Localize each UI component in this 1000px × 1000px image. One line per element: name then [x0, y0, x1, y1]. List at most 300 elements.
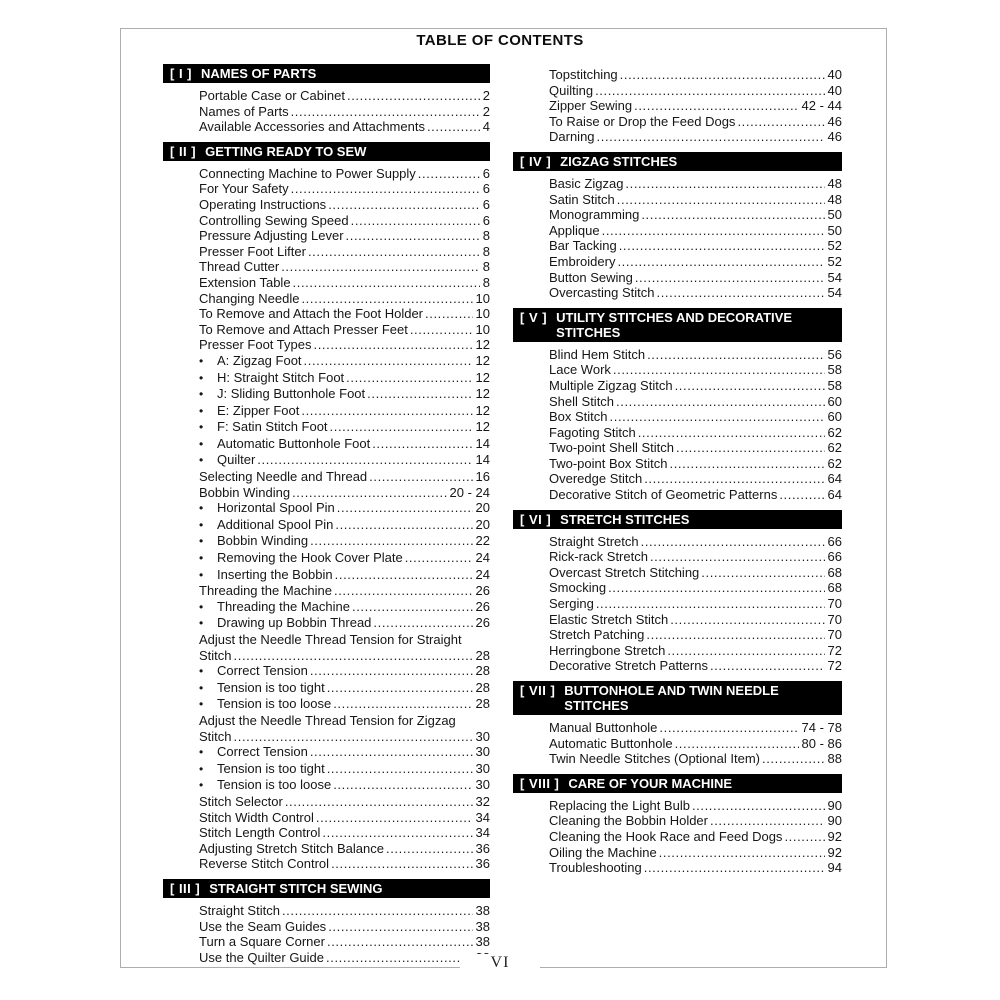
toc-entry — [513, 798, 842, 814]
toc-entry — [513, 238, 842, 254]
entry-page-number: 62 — [827, 440, 842, 456]
entry-page-number: 12 — [475, 402, 490, 418]
entry-text: Adjust the Needle Thread Tension for Straight — [199, 632, 462, 647]
leader-dots — [762, 751, 825, 767]
entry-page-number: 12 — [475, 386, 490, 402]
entry-page-number: 8 — [482, 259, 490, 275]
toc-entry — [163, 291, 490, 307]
toc-entry — [163, 810, 490, 826]
toc-entry — [163, 244, 490, 260]
entry-text: Pressure Adjusting Lever — [199, 228, 344, 244]
toc-entry — [513, 658, 842, 674]
entry-page-number: 10 — [475, 306, 490, 322]
footer-page-number: VI — [460, 954, 540, 972]
entry-page-number: 90 — [827, 797, 842, 813]
leader-dots — [347, 88, 480, 104]
leader-dots — [386, 841, 473, 857]
entry-page-number: 64 — [827, 471, 842, 487]
entry-page-number: 70 — [827, 627, 842, 643]
toc-entry — [513, 751, 842, 767]
entry-page-number: 26 — [475, 598, 490, 614]
leader-dots — [369, 469, 472, 485]
entry-text: Thread Cutter — [199, 259, 280, 275]
toc-left-column — [163, 64, 490, 972]
toc-entry — [163, 370, 490, 387]
entry-page-number: 22 — [475, 533, 490, 549]
entry-page-number: 62 — [827, 455, 842, 471]
entry-text: Correct Tension — [217, 663, 308, 679]
toc-entry — [163, 777, 490, 794]
entry-page-number: 30 — [475, 760, 490, 776]
entry-text: Tension is too tight — [217, 679, 325, 695]
toc-entry — [513, 860, 842, 876]
entry-page-number: 94 — [827, 860, 842, 876]
entry-text: Decorative Stretch Patterns — [549, 658, 708, 674]
entry-text: Stitch Length Control — [199, 825, 321, 841]
toc-entry — [163, 825, 490, 841]
leader-dots — [610, 409, 825, 425]
leader-dots — [635, 270, 825, 286]
toc-entry — [163, 903, 490, 919]
entry-page-number: 46 — [827, 113, 842, 129]
section-header-bar — [163, 142, 490, 161]
entry-page-number: 92 — [827, 844, 842, 860]
toc-entry — [163, 615, 490, 632]
bullet-icon: • — [199, 745, 204, 760]
entry-page-number: 52 — [827, 253, 842, 269]
leader-dots — [304, 353, 473, 369]
toc-entry — [513, 425, 842, 441]
entry-page-number: 2 — [482, 103, 490, 119]
toc-entry — [163, 436, 490, 453]
entry-text: Portable Case or Cabinet — [199, 88, 345, 103]
entry-page-number: 28 — [475, 696, 490, 712]
entry-text: Use the Quilter Guide — [199, 949, 325, 965]
bullet-icon: • — [199, 599, 204, 614]
leader-dots — [410, 322, 473, 338]
leader-dots — [257, 452, 472, 468]
section-title: UTILITY STITCHES AND DECORATIVE STITCHES — [556, 309, 792, 340]
leader-dots — [308, 244, 480, 260]
leader-dots — [779, 487, 824, 503]
entry-page-number: 88 — [827, 751, 842, 767]
leader-dots — [346, 370, 472, 386]
entry-text: For Your Safety — [199, 181, 289, 197]
toc-entry — [163, 403, 490, 420]
toc-entry — [163, 386, 490, 403]
entry-page-number: 72 — [827, 642, 842, 658]
entry-text: Smocking — [549, 580, 607, 596]
entry-page-number: 4 — [482, 119, 490, 135]
leader-dots — [281, 259, 480, 275]
leader-dots — [282, 903, 473, 919]
leader-dots — [647, 347, 824, 363]
leader-dots — [710, 658, 825, 674]
toc-entry — [513, 534, 842, 550]
entry-text: Operating Instructions — [199, 196, 327, 212]
entry-page-number: 74 - 78 — [801, 720, 842, 735]
entry-page-number: 34 — [475, 825, 490, 841]
leader-dots — [337, 500, 473, 516]
entry-page-number: 50 — [827, 222, 842, 238]
leader-dots — [644, 471, 824, 487]
entry-page-number: 2 — [482, 88, 490, 103]
entry-text: Applique — [549, 222, 600, 238]
toc-entry — [513, 813, 842, 829]
toc-entry — [513, 720, 842, 736]
entry-text: Topstitching — [549, 67, 618, 82]
leader-dots — [326, 950, 473, 966]
entry-page-number: 12 — [475, 369, 490, 385]
entry-page-number: 48 — [827, 175, 842, 191]
leader-dots — [675, 736, 799, 752]
toc-entry — [163, 485, 490, 501]
entry-text: Embroidery — [549, 253, 616, 269]
entry-text: Lace Work — [549, 362, 611, 378]
entry-text: Turn a Square Corner — [199, 934, 325, 950]
leader-dots — [316, 810, 473, 826]
toc-entry — [163, 648, 490, 664]
entry-page-number: 52 — [827, 238, 842, 254]
toc-entry — [163, 275, 490, 291]
entry-page-number: 12 — [475, 352, 490, 368]
entry-text: Names of Parts — [199, 103, 289, 119]
toc-entry — [513, 471, 842, 487]
entry-page-number: 24 — [475, 566, 490, 582]
entry-text: Monogramming — [549, 207, 640, 223]
entry-text: Blind Hem Stitch — [549, 346, 646, 362]
section-title: STRAIGHT STITCH SEWING — [209, 880, 383, 896]
toc-entry-list — [513, 176, 842, 301]
toc-entry — [163, 761, 490, 778]
toc-entry — [163, 856, 490, 872]
entry-text: Oiling the Machine — [549, 844, 657, 860]
entry-page-number: 26 — [475, 583, 490, 599]
leader-dots — [234, 648, 473, 664]
entry-page-number: 6 — [482, 165, 490, 181]
entry-text: Zipper Sewing — [549, 98, 633, 114]
entry-text: Reverse Stitch Control — [199, 856, 330, 872]
section-number-label: [ I ] — [170, 66, 192, 81]
toc-entry — [163, 934, 490, 950]
entry-text: Controlling Sewing Speed — [199, 212, 349, 228]
leader-dots — [418, 166, 480, 182]
entry-page-number: 36 — [475, 856, 490, 872]
leader-dots — [667, 643, 824, 659]
entry-text: Inserting the Bobbin — [217, 566, 333, 582]
leader-dots — [644, 860, 825, 876]
leader-dots — [619, 238, 825, 254]
toc-entry — [163, 841, 490, 857]
bullet-icon: • — [199, 370, 204, 385]
entry-page-number: 40 — [827, 67, 842, 82]
section-title: BUTTONHOLE AND TWIN NEEDLE STITCHES — [564, 683, 779, 713]
entry-text: Selecting Needle and Thread — [199, 469, 368, 485]
leader-dots — [327, 761, 473, 777]
bullet-icon: • — [199, 517, 204, 532]
entry-page-number: 10 — [475, 321, 490, 337]
entry-page-number: 28 — [475, 679, 490, 695]
toc-entry-list — [513, 347, 842, 503]
entry-text: Tension is too loose — [217, 696, 332, 712]
toc-entry-list — [513, 720, 842, 767]
entry-page-number: 8 — [482, 243, 490, 259]
entry-page-number: 16 — [475, 469, 490, 485]
bullet-icon: • — [199, 534, 204, 549]
entry-text: Drawing up Bobbin Thread — [217, 615, 372, 631]
entry-text: Decorative Stitch of Geometric Patterns — [549, 487, 778, 503]
entry-text: Troubleshooting — [549, 860, 642, 876]
bullet-icon: • — [199, 567, 204, 582]
toc-entry-list — [163, 88, 490, 135]
entry-text: E: Zipper Foot — [217, 402, 300, 418]
entry-text: To Remove and Attach Presser Feet — [199, 321, 408, 337]
bullet-icon: • — [199, 353, 204, 368]
leader-dots — [427, 119, 480, 135]
section-number-label: [ II ] — [170, 143, 197, 159]
bullet-icon: • — [199, 664, 204, 679]
toc-entry — [163, 166, 490, 182]
entry-page-number: 32 — [475, 793, 490, 809]
leader-dots — [405, 550, 473, 566]
entry-text: Twin Needle Stitches (Optional Item) — [549, 751, 760, 767]
toc-entry — [163, 213, 490, 229]
entry-text: Button Sewing — [549, 269, 633, 285]
leader-dots — [293, 275, 480, 291]
entry-text: Shell Stitch — [549, 393, 615, 409]
toc-entry — [513, 114, 842, 130]
entry-text: Fagoting Stitch — [549, 424, 636, 440]
entry-text: Automatic Buttonhole Foot — [217, 435, 371, 451]
entry-text: Stretch Patching — [549, 627, 645, 643]
leader-dots — [334, 583, 473, 599]
toc-entry — [163, 419, 490, 436]
entry-text: Stitch Selector — [199, 793, 283, 809]
entry-text: Two-point Box Stitch — [549, 455, 668, 471]
section-number-label: [ IV ] — [520, 153, 552, 169]
entry-text: To Remove and Attach the Foot Holder — [199, 306, 424, 322]
toc-entry-list — [163, 903, 490, 965]
entry-text: Multiple Zigzag Stitch — [549, 377, 673, 393]
leader-dots — [657, 285, 825, 301]
leader-dots — [641, 534, 825, 550]
entry-text: F: Satin Stitch Foot — [217, 419, 328, 435]
leader-dots — [675, 378, 825, 394]
entry-text: Overedge Stitch — [549, 471, 643, 487]
section-header-bar — [163, 879, 490, 898]
leader-dots — [616, 394, 824, 410]
entry-text: Stitch — [199, 728, 232, 744]
entry-text: Darning — [549, 129, 595, 145]
entry-page-number: 28 — [475, 663, 490, 679]
entry-text: Adjusting Stretch Stitch Balance — [199, 840, 384, 856]
toc-entry — [513, 378, 842, 394]
entry-page-number: 56 — [827, 346, 842, 362]
entry-page-number: 12 — [475, 337, 490, 353]
entry-text: Box Stitch — [549, 409, 608, 425]
section-title: GETTING READY TO SEW — [205, 143, 367, 159]
leader-dots — [328, 919, 472, 935]
leader-dots — [620, 67, 825, 83]
entry-page-number: 62 — [827, 424, 842, 440]
entry-text: Rick-rack Stretch — [549, 549, 648, 565]
section-number-label: [ V ] — [520, 309, 548, 325]
entry-text: Available Accessories and Attachments — [199, 119, 425, 135]
leader-dots — [291, 181, 480, 197]
toc-entry — [163, 306, 490, 322]
entry-text: Tension is too loose — [217, 777, 332, 793]
toc-entry — [163, 550, 490, 567]
leader-dots — [692, 798, 825, 814]
leader-dots — [608, 580, 824, 596]
toc-entry — [513, 409, 842, 425]
toc-entry — [163, 713, 490, 729]
toc-entry — [163, 104, 490, 120]
leader-dots — [313, 337, 472, 353]
entry-page-number: 10 — [475, 290, 490, 306]
toc-entry — [163, 500, 490, 517]
entry-page-number: 54 — [827, 285, 842, 301]
entry-page-number: 42 - 44 — [801, 98, 842, 114]
entry-text: Threading the Machine — [217, 598, 350, 614]
toc-entry — [163, 599, 490, 616]
toc-entry — [163, 197, 490, 213]
leader-dots — [634, 98, 798, 114]
entry-page-number: 8 — [482, 274, 490, 290]
bullet-icon: • — [199, 551, 204, 566]
entry-text: Cleaning the Hook Race and Feed Dogs — [549, 828, 783, 844]
section-header-bar — [163, 64, 490, 83]
toc-entry — [513, 612, 842, 628]
toc-right-column — [513, 62, 842, 883]
entry-text: Elastic Stretch Stitch — [549, 611, 669, 627]
entry-text: Changing Needle — [199, 290, 300, 306]
entry-text: A: Zigzag Foot — [217, 352, 302, 368]
entry-text: Removing the Hook Cover Plate — [217, 550, 403, 566]
leader-dots — [352, 599, 473, 615]
entry-text: Horizontal Spool Pin — [217, 500, 335, 516]
toc-entry — [163, 583, 490, 599]
leader-dots — [676, 440, 825, 456]
leader-dots — [596, 596, 825, 612]
entry-text: H: Straight Stitch Foot — [217, 369, 345, 385]
entry-text: Stitch — [199, 647, 232, 663]
bullet-icon: • — [199, 616, 204, 631]
toc-entry — [163, 663, 490, 680]
leader-dots — [310, 663, 473, 679]
entry-text: To Raise or Drop the Feed Dogs — [549, 113, 736, 129]
leader-dots — [367, 386, 472, 402]
entry-page-number: 66 — [827, 549, 842, 565]
leader-dots — [710, 813, 825, 829]
toc-entry — [513, 98, 842, 114]
leader-dots — [292, 485, 446, 501]
leader-dots — [335, 567, 473, 583]
entry-text: Cleaning the Bobbin Holder — [549, 813, 708, 829]
leader-dots — [617, 254, 824, 270]
bullet-icon: • — [199, 436, 204, 451]
section-header-bar — [513, 510, 842, 529]
entry-page-number: 46 — [827, 129, 842, 145]
toc-entry — [163, 181, 490, 197]
leader-dots — [333, 696, 472, 712]
toc-entry — [163, 259, 490, 275]
entry-text: Bar Tacking — [549, 238, 617, 254]
entry-page-number: 60 — [827, 393, 842, 409]
entry-page-number: 38 — [475, 902, 490, 918]
leader-dots — [613, 362, 825, 378]
entry-text: Replacing the Light Bulb — [549, 797, 690, 813]
bullet-icon: • — [199, 501, 204, 516]
entry-page-number: 58 — [827, 362, 842, 378]
entry-text: Serging — [549, 596, 594, 612]
entry-page-number: 24 — [475, 550, 490, 566]
entry-page-number: 60 — [827, 409, 842, 425]
entry-page-number: 6 — [482, 196, 490, 212]
toc-entry — [513, 394, 842, 410]
toc-entry — [513, 627, 842, 643]
entry-text: Quilter — [217, 452, 256, 468]
entry-text: Overcast Stretch Stitching — [549, 564, 700, 580]
toc-entry — [513, 845, 842, 861]
toc-entry-list — [513, 798, 842, 876]
leader-dots — [602, 223, 825, 239]
entry-text: Connecting Machine to Power Supply — [199, 165, 416, 181]
toc-entry — [513, 83, 842, 99]
leader-dots — [327, 680, 473, 696]
toc-entry — [513, 129, 842, 145]
section-header-bar — [513, 308, 842, 342]
entry-page-number: 30 — [475, 744, 490, 760]
leader-dots — [595, 83, 824, 99]
section-header-bar — [513, 152, 842, 171]
toc-entry — [513, 207, 842, 223]
section-title: STRETCH STITCHES — [560, 511, 690, 527]
entry-page-number: 70 — [827, 596, 842, 612]
toc-entry — [513, 565, 842, 581]
entry-page-number: 26 — [475, 615, 490, 631]
entry-page-number: 14 — [475, 452, 490, 468]
toc-entry — [513, 440, 842, 456]
entry-page-number: 20 - 24 — [449, 484, 490, 500]
entry-page-number: 28 — [475, 647, 490, 663]
bullet-icon: • — [199, 403, 204, 418]
bullet-icon: • — [199, 697, 204, 712]
toc-entry — [163, 228, 490, 244]
toc-entry — [513, 829, 842, 845]
section-title: CARE OF YOUR MACHINE — [568, 775, 733, 791]
entry-page-number: 68 — [827, 564, 842, 580]
leader-dots — [234, 729, 473, 745]
toc-entry — [163, 469, 490, 485]
section-number-label: [ III ] — [170, 880, 201, 896]
toc-entry — [163, 517, 490, 534]
leader-dots — [641, 207, 824, 223]
entry-page-number: 40 — [827, 82, 842, 98]
toc-entry — [513, 223, 842, 239]
toc-entry — [163, 567, 490, 584]
entry-text: Satin Stitch — [549, 191, 615, 207]
entry-page-number: 48 — [827, 191, 842, 207]
toc-entry — [513, 580, 842, 596]
entry-text: Herringbone Stretch — [549, 642, 666, 658]
bullet-icon: • — [199, 420, 204, 435]
entry-page-number: 72 — [827, 658, 842, 674]
section-title: ZIGZAG STITCHES — [560, 153, 678, 169]
toc-entry — [163, 744, 490, 761]
entry-text: J: Sliding Buttonhole Foot — [217, 386, 366, 402]
leader-dots — [291, 104, 480, 120]
